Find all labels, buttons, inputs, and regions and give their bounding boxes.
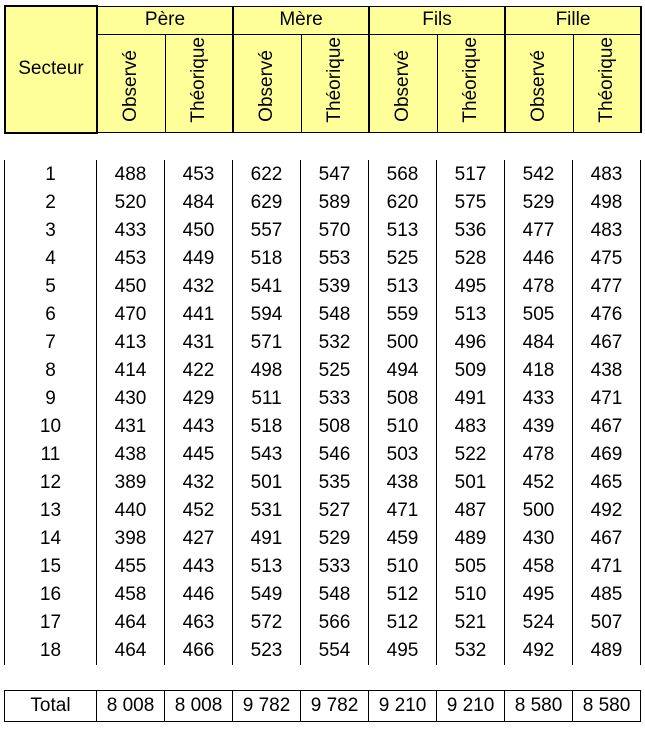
value-cell: 470 [97,301,165,329]
value-cell: 477 [505,217,573,245]
value-cell: 433 [505,385,573,413]
value-cell: 513 [437,301,505,329]
value-cell: 495 [505,581,573,609]
table-row [5,301,641,329]
value-cell: 414 [97,357,165,385]
subheader-theorique: Théorique [165,34,233,133]
value-cell: 549 [233,581,301,609]
value-cell: 491 [233,525,301,553]
secteur-cell: 1 [5,160,97,189]
value-cell: 484 [165,189,233,217]
value-cell: 528 [437,245,505,273]
value-cell: 546 [301,441,369,469]
subheader-theorique: Théorique [437,34,505,133]
value-cell: 483 [573,217,641,245]
value-cell: 449 [165,245,233,273]
value-cell: 507 [573,609,641,637]
secteur-cell: 16 [5,581,97,609]
value-cell: 471 [573,553,641,581]
value-cell: 438 [573,357,641,385]
value-cell: 500 [369,329,437,357]
value-cell: 467 [573,525,641,553]
secteur-cell: 7 [5,329,97,357]
secteur-cell: 13 [5,497,97,525]
table-row [5,497,641,525]
value-cell: 501 [233,469,301,497]
value-cell: 429 [165,385,233,413]
value-cell: 572 [233,609,301,637]
value-cell: 498 [573,189,641,217]
value-cell: 477 [573,273,641,301]
value-cell: 488 [97,160,165,189]
secteur-cell: 14 [5,525,97,553]
table-row [5,413,641,441]
value-cell: 521 [437,609,505,637]
value-cell: 483 [573,160,641,189]
value-cell: 478 [505,441,573,469]
value-cell: 508 [301,413,369,441]
value-cell: 455 [97,553,165,581]
data-table [4,160,641,665]
value-cell: 505 [437,553,505,581]
value-cell: 427 [165,525,233,553]
value-cell: 543 [233,441,301,469]
value-cell: 524 [505,609,573,637]
value-cell: 512 [369,581,437,609]
value-cell: 485 [573,581,641,609]
value-cell: 539 [301,273,369,301]
value-cell: 432 [165,273,233,301]
value-cell: 495 [369,637,437,665]
value-cell: 533 [301,385,369,413]
subheader-observe: Observé [505,34,573,133]
table-row [5,441,641,469]
value-cell: 495 [437,273,505,301]
value-cell: 458 [97,581,165,609]
table-row [5,469,641,497]
value-cell: 476 [573,301,641,329]
value-cell: 443 [165,413,233,441]
value-cell: 503 [369,441,437,469]
value-cell: 471 [573,385,641,413]
total-cell: 9 210 [369,691,437,722]
value-cell: 466 [165,637,233,665]
value-cell: 511 [233,385,301,413]
value-cell: 492 [505,637,573,665]
value-cell: 518 [233,245,301,273]
value-cell: 453 [97,245,165,273]
subheader-observe: Observé [369,34,437,133]
value-cell: 458 [505,553,573,581]
value-cell: 571 [233,329,301,357]
value-cell: 535 [301,469,369,497]
value-cell: 548 [301,581,369,609]
value-cell: 484 [505,329,573,357]
value-cell: 548 [301,301,369,329]
value-cell: 453 [165,160,233,189]
value-cell: 418 [505,357,573,385]
secteur-cell: 4 [5,245,97,273]
total-cell: 8 008 [97,691,165,722]
value-cell: 413 [97,329,165,357]
value-cell: 517 [437,160,505,189]
value-cell: 510 [369,413,437,441]
value-cell: 452 [165,497,233,525]
value-cell: 532 [437,637,505,665]
value-cell: 450 [97,273,165,301]
value-cell: 533 [301,553,369,581]
value-cell: 513 [369,273,437,301]
value-cell: 445 [165,441,233,469]
table-row [5,329,641,357]
value-cell: 446 [505,245,573,273]
table-row [5,637,641,665]
value-cell: 433 [97,217,165,245]
value-cell: 464 [97,637,165,665]
value-cell: 629 [233,189,301,217]
value-cell: 510 [369,553,437,581]
total-cell: 9 782 [233,691,301,722]
value-cell: 489 [437,525,505,553]
value-cell: 464 [97,609,165,637]
value-cell: 450 [165,217,233,245]
value-cell: 389 [97,469,165,497]
subheader-theorique: Théorique [573,34,641,133]
value-cell: 463 [165,609,233,637]
value-cell: 491 [437,385,505,413]
secteur-cell: 18 [5,637,97,665]
value-cell: 478 [505,273,573,301]
group-header-fils: Fils [369,6,505,34]
secteur-cell: 5 [5,273,97,301]
value-cell: 529 [301,525,369,553]
value-cell: 483 [437,413,505,441]
total-row [5,691,641,722]
value-cell: 518 [233,413,301,441]
value-cell: 441 [165,301,233,329]
value-cell: 568 [369,160,437,189]
value-cell: 570 [301,217,369,245]
value-cell: 541 [233,273,301,301]
value-cell: 531 [233,497,301,525]
secteur-cell: 8 [5,357,97,385]
value-cell: 557 [233,217,301,245]
value-cell: 525 [301,357,369,385]
table-row [5,189,641,217]
value-cell: 487 [437,497,505,525]
value-cell: 620 [369,189,437,217]
table-row [5,609,641,637]
table-row [5,217,641,245]
total-cell: 8 008 [165,691,233,722]
secteur-cell: 3 [5,217,97,245]
header-table [4,5,642,134]
value-cell: 446 [165,581,233,609]
table-row [5,553,641,581]
secteur-cell: 11 [5,441,97,469]
table-row [5,385,641,413]
value-cell: 439 [505,413,573,441]
value-cell: 494 [369,357,437,385]
value-cell: 554 [301,637,369,665]
value-cell: 520 [97,189,165,217]
value-cell: 522 [437,441,505,469]
secteur-cell: 6 [5,301,97,329]
table-row [5,581,641,609]
value-cell: 492 [573,497,641,525]
secteur-cell: 10 [5,413,97,441]
value-cell: 431 [165,329,233,357]
value-cell: 443 [165,553,233,581]
value-cell: 452 [505,469,573,497]
value-cell: 508 [369,385,437,413]
value-cell: 559 [369,301,437,329]
total-cell: 8 580 [505,691,573,722]
value-cell: 513 [233,553,301,581]
table-row [5,357,641,385]
value-cell: 594 [233,301,301,329]
table-row [5,245,641,273]
value-cell: 553 [301,245,369,273]
value-cell: 431 [97,413,165,441]
value-cell: 542 [505,160,573,189]
secteur-header: Secteur [5,6,97,133]
group-header-pere: Père [97,6,233,34]
value-cell: 532 [301,329,369,357]
value-cell: 465 [573,469,641,497]
value-cell: 525 [369,245,437,273]
value-cell: 467 [573,413,641,441]
value-cell: 589 [301,189,369,217]
secteur-cell: 12 [5,469,97,497]
value-cell: 471 [369,497,437,525]
value-cell: 505 [505,301,573,329]
value-cell: 440 [97,497,165,525]
value-cell: 398 [97,525,165,553]
value-cell: 510 [437,581,505,609]
value-cell: 547 [301,160,369,189]
secteur-cell: 9 [5,385,97,413]
value-cell: 498 [233,357,301,385]
value-cell: 432 [165,469,233,497]
subheader-theorique: Théorique [301,34,369,133]
value-cell: 430 [505,525,573,553]
secteur-cell: 15 [5,553,97,581]
value-cell: 513 [369,217,437,245]
secteur-cell: 17 [5,609,97,637]
value-cell: 430 [97,385,165,413]
subheader-observe: Observé [233,34,301,133]
table-row [5,160,641,189]
value-cell: 501 [437,469,505,497]
value-cell: 575 [437,189,505,217]
value-cell: 422 [165,357,233,385]
value-cell: 536 [437,217,505,245]
value-cell: 489 [573,637,641,665]
total-cell: 9 210 [437,691,505,722]
total-cell: 8 580 [573,691,641,722]
total-table [4,690,641,722]
value-cell: 566 [301,609,369,637]
value-cell: 459 [369,525,437,553]
secteur-cell: 2 [5,189,97,217]
group-header-mere: Mère [233,6,369,34]
value-cell: 438 [369,469,437,497]
value-cell: 527 [301,497,369,525]
total-label: Total [5,691,97,722]
value-cell: 500 [505,497,573,525]
value-cell: 438 [97,441,165,469]
value-cell: 469 [573,441,641,469]
value-cell: 529 [505,189,573,217]
table-row [5,273,641,301]
value-cell: 496 [437,329,505,357]
subheader-observe: Observé [97,34,165,133]
value-cell: 523 [233,637,301,665]
value-cell: 467 [573,329,641,357]
group-header-fille: Fille [505,6,641,34]
value-cell: 475 [573,245,641,273]
total-cell: 9 782 [301,691,369,722]
value-cell: 509 [437,357,505,385]
table-row [5,525,641,553]
value-cell: 622 [233,160,301,189]
value-cell: 512 [369,609,437,637]
